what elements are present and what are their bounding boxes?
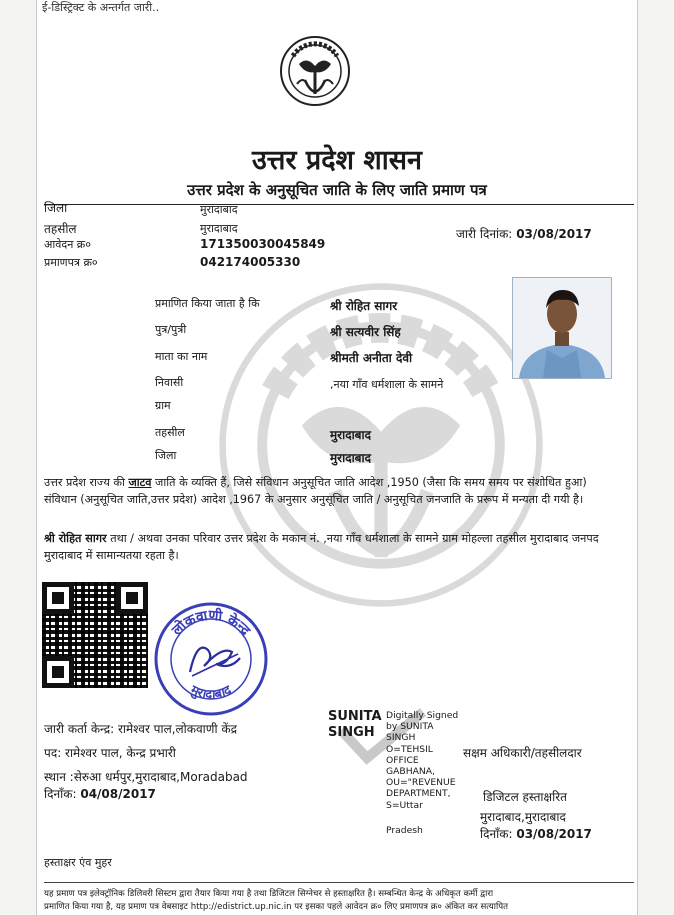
signer-name-line1: SUNITA (328, 709, 382, 724)
caste-statement-rest: जाति के व्यक्ति हैं, जिसे संविधान अनुसूचित जाति आदेश ,1950 (जैसा कि समय समय पर संशोधित हुआ) संविधान (अनुसूचित जाति,उत्तर प्रदेश) आदेश ,1967 के अनुसार अनुसूचित जाति / अनुसूचित जनजाति के प्ररूप में मन्यता दी गयी है। (44, 476, 587, 506)
certificate-number: 042174005330 (200, 255, 301, 269)
svg-text:मुरादाबाद: मुरादाबाद (188, 682, 235, 703)
footer-note (44, 888, 508, 914)
detail-tehsil-value: मुरादाबाद (330, 428, 372, 442)
up-government-emblem-icon (279, 26, 351, 116)
authority-date-label: दिनाँक: (480, 827, 513, 841)
district-label: जिला (44, 201, 68, 215)
detail-label-district: जिला (155, 449, 177, 462)
signature-seal-label: हस्ताक्षर एंव मुहर (44, 856, 112, 869)
caste-statement-lead: उत्तर प्रदेश राज्य की (44, 476, 129, 489)
application-label: आवेदन क्र० (44, 238, 91, 251)
issue-date-label: जारी दिनांक: (456, 227, 513, 241)
qr-code (42, 582, 148, 688)
detail-label-resident: निवासी (155, 376, 184, 389)
detail-label-certified: प्रमाणित किया जाता है कि (155, 297, 260, 310)
residence-paragraph (44, 530, 614, 564)
digitally-signed-label: डिजिटल हस्ताक्षरित (483, 790, 567, 804)
detail-label-mother: माता का नाम (155, 350, 208, 363)
footer-line-1: यह प्रमाण पत्र इलेक्ट्रॉनिक डिलिवरी सिस्टम द्वारा तैयार किया गया है तथा डिजिटल सिग्नेचर से हस्ताक्षरित है। सम्बन्धित केन्द्र के अधिकृत कर्मी द्वारा (44, 889, 494, 899)
issue-date-value: 03/08/2017 (516, 227, 592, 241)
digital-signer-name (328, 709, 382, 741)
sig-detail-line: GABHANA, (386, 766, 435, 778)
detail-label-village: ग्राम (155, 399, 171, 412)
sig-detail-line: OFFICE (386, 754, 419, 766)
sig-detail-line: DEPARTMENT, (386, 788, 451, 800)
footer-line-2: प्रमाणित किया गया है, यह प्रमाण पत्र वेबसाइट http://edistrict.up.nic.in पर इसका पहले आवेदन क्र० लिए प्रमाणपत्र क्र० अंकित कर सत्यापित (44, 902, 508, 912)
subtitle-underline (44, 204, 634, 205)
detail-label-tehsil: तहसील (155, 426, 185, 439)
father-name: श्री सत्यवीर सिंह (330, 325, 401, 339)
detail-district-value: मुरादाबाद (330, 451, 372, 465)
tehsil-value: मुरादाबाद (200, 222, 238, 235)
resident-value: ,नया गाँव धर्मशाला के सामने (330, 378, 444, 391)
issuer-place: स्थान :सेरुआ धर्मपुर,मुरादाबाद,Moradabad (44, 770, 248, 784)
authority-location: मुरादाबाद,मुरादाबाद (480, 810, 566, 824)
authority-date-value: 03/08/2017 (516, 827, 592, 841)
person-photo-icon (513, 278, 611, 378)
district-value: मुरादाबाद (200, 203, 238, 216)
sig-detail-line: Pradesh (386, 824, 423, 836)
applicant-photo (512, 277, 612, 379)
authority-title: सक्षम अधिकारी/तहसीलदार (463, 746, 582, 760)
residence-person-name: श्री रोहित सागर (44, 532, 107, 545)
sig-detail-line: O=TEHSIL (386, 743, 433, 755)
sig-detail-line: SINGH (386, 732, 416, 744)
footer-divider (44, 882, 634, 883)
caste-statement-paragraph (44, 474, 614, 508)
detail-label-son-daughter: पुत्र/पुत्री (155, 323, 187, 336)
top-note: ई-डिस्ट्रिक्ट के अन्तर्गत जारी.. (42, 1, 160, 14)
issuer-date-value: 04/08/2017 (80, 787, 156, 801)
sig-detail-line: by SUNITA (386, 721, 434, 733)
issuing-center: जारी कर्ता केन्द्र: रामेश्वर पाल,लोकवाणी केंद्र (44, 722, 237, 736)
applicant-name: श्री रोहित सागर (330, 299, 398, 313)
mother-name: श्रीमती अनीता देवी (330, 351, 413, 365)
certificate-label: प्रमाणपत्र क्र० (44, 256, 98, 269)
issuer-post: पद: रामेश्वर पाल, केन्द्र प्रभारी (44, 746, 176, 760)
svg-text:लोकवाणी केन्द्र: लोकवाणी केन्द्र (169, 607, 254, 639)
caste-name: जाटव (128, 476, 152, 489)
page-title: उत्तर प्रदेश शासन (252, 145, 422, 176)
residence-statement-rest: तथा / अथवा उनका परिवार उत्तर प्रदेश के मकान नं. ,नया गाँव धर्मशाला के सामने ग्राम मोहल्ला तहसील मुरादाबाद जनपद मुरादाबाद में सामान्यतया रहता है। (44, 532, 599, 562)
tehsil-label: तहसील (44, 222, 77, 236)
digital-signature-details (386, 710, 458, 836)
issuer-date-label: दिनाँक: (44, 787, 77, 801)
certificate-subtitle: उत्तर प्रदेश के अनुसूचित जाति के लिए जाति प्रमाण पत्र (187, 181, 487, 199)
signer-name-line2: SINGH (328, 725, 375, 740)
lokvani-kendra-seal (152, 600, 270, 718)
sig-detail-line: S=Uttar (386, 799, 423, 811)
application-number: 171350030045849 (200, 237, 326, 251)
sig-detail-line: Digitally Signed (386, 710, 459, 721)
sig-detail-line: OU="REVENUE (386, 777, 456, 789)
